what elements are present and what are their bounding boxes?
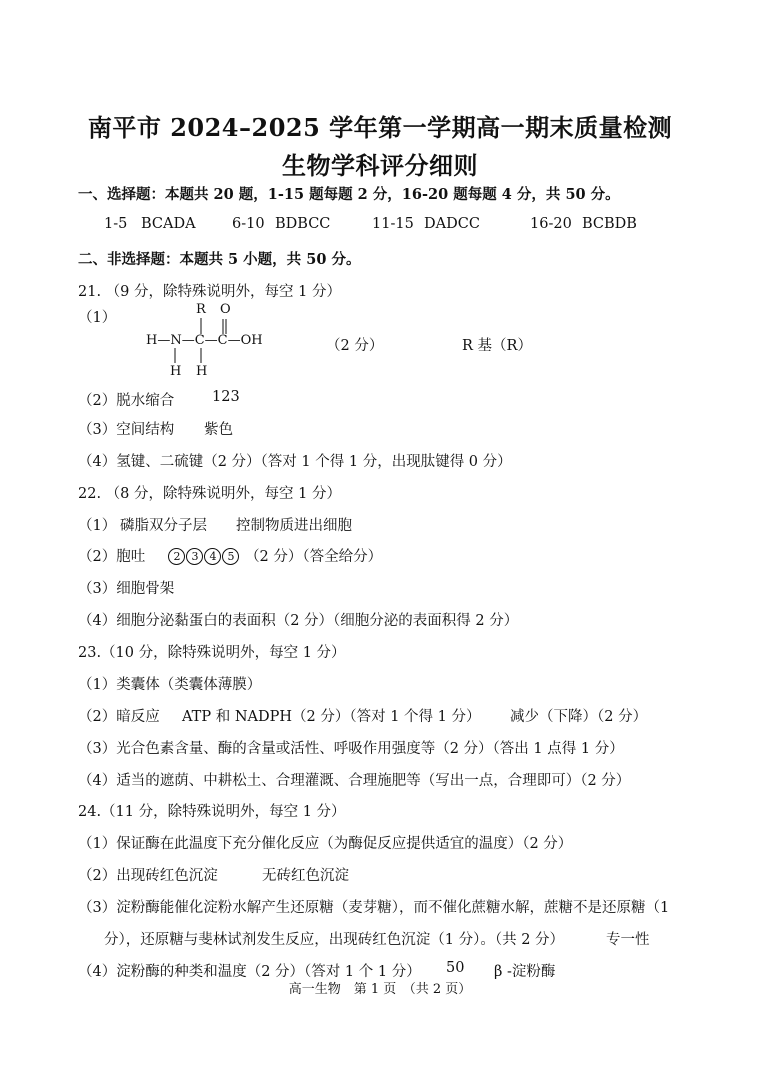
q22-part-1-label: （1） [78,518,117,534]
q23-heading: 23.（10 分，除特殊说明外，每空 1 分） [78,645,346,661]
circled-number: 4 [204,548,221,565]
formula-h-lower-2: H [196,364,208,379]
answer-range: 1-5 [104,216,128,232]
page-footer: 高一生物 第 1 页 （共 2 页） [288,982,472,997]
circled-number: 3 [186,548,203,565]
q21-part-2-value: 123 [212,389,240,405]
q21-part-3-value: 紫色 [204,422,233,438]
q24-part-2-b: 无砖红色沉淀 [262,868,349,884]
q22-part-1-answer-b: 控制物质进出细胞 [236,518,352,534]
q22-part-3: （3）细胞骨架 [78,581,175,597]
q21-heading: 21. （9 分，除特殊说明外，每空 1 分） [78,284,341,300]
answer-range: 16-20 [530,216,572,232]
amino-acid-structure [146,302,286,382]
q22-part-2-note: （2 分）（答全给分） [245,549,383,565]
q21-part-1-r-group: R 基（R） [462,338,532,354]
formula-h-lower-1: H [170,364,182,379]
answer-key: BDBCC [275,216,331,232]
q23-part-2-a: （2）暗反应 [78,709,160,725]
circled-number: 2 [168,548,185,565]
q21-part-2: （2）脱水缩合 [78,393,175,409]
q24-part-4-a: （4）淀粉酶的种类和温度（2 分）（答对 1 个 1 分） [78,964,421,980]
q23-part-3: （3）光合色素含量、酶的含量或活性、呼吸作用强度等（2 分）（答出 1 点得 1 分） [78,741,624,757]
q24-part-4-b: 50 [446,960,465,976]
section-2-heading: 二、非选择题：本题共 5 小题，共 50 分。 [78,251,361,268]
page-title: 南平市 2024–2025 学年第一学期高一期末质量检测 [87,113,673,142]
formula-main-chain: H—N—C—C—OH [146,333,263,348]
q22-part-4: （4）细胞分泌黏蛋白的表面积（2 分）（细胞分泌的表面积得 2 分） [78,613,519,629]
q23-part-4: （4）适当的遮荫、中耕松土、合理灌溉、合理施肥等（写出一点，合理即可）（2 分） [78,773,631,789]
formula-r: R [196,302,206,317]
q24-part-3-line-2: 分），还原糖与斐林试剂发生反应，出现砖红色沉淀（1 分）。（共 2 分） [104,932,565,948]
q24-part-1: （1）保证酶在此温度下充分催化反应（为酶促反应提供适宜的温度）（2 分） [78,836,573,852]
q23-part-1: （1）类囊体（类囊体薄膜） [78,677,262,693]
answer-range: 11-15 [372,216,414,232]
q24-part-2-a: （2）出现砖红色沉淀 [78,868,218,884]
q21-part-1-label: （1） [78,310,117,326]
q24-heading: 24.（11 分，除特殊说明外，每空 1 分） [78,804,346,820]
answer-key: BCBDB [582,216,637,232]
q23-part-2-b: ATP 和 NADPH（2 分）（答对 1 个得 1 分） [182,709,481,725]
q22-heading: 22. （8 分，除特殊说明外，每空 1 分） [78,486,341,502]
q24-part-3-line-1: （3）淀粉酶能催化淀粉水解产生还原糖（麦芽糖），而不催化蔗糖水解，蔗糖不是还原糖（1 [78,900,670,916]
q21-part-1-score: （2 分） [326,338,384,354]
section-1-heading: 一、选择题：本题共 20 题，1-15 题每题 2 分，16-20 题每题 4 分，共 50 分。 [78,186,620,203]
formula-o: O [220,302,231,317]
answer-key: DADCC [424,216,480,232]
q21-part-4: （4）氢键、二硫键（2 分）（答对 1 个得 1 分，出现肽键得 0 分） [78,454,512,470]
answer-range: 6-10 [232,216,265,232]
q22-part-2 [78,545,382,566]
circled-number: 5 [222,548,239,565]
q24-part-4-c: β -淀粉酶 [494,964,556,980]
q22-part-2-label: （2）胞吐 [78,549,146,565]
q23-part-2-c: 减少（下降）（2 分） [510,709,648,725]
q22-part-1-answer-a: 磷脂双分子层 [120,518,207,534]
page-subtitle: 生物学科评分细则 [282,151,478,180]
q21-part-3: （3）空间结构 [78,422,175,438]
answer-key: BCADA [141,216,196,232]
q24-part-3-answer: 专一性 [606,932,650,948]
